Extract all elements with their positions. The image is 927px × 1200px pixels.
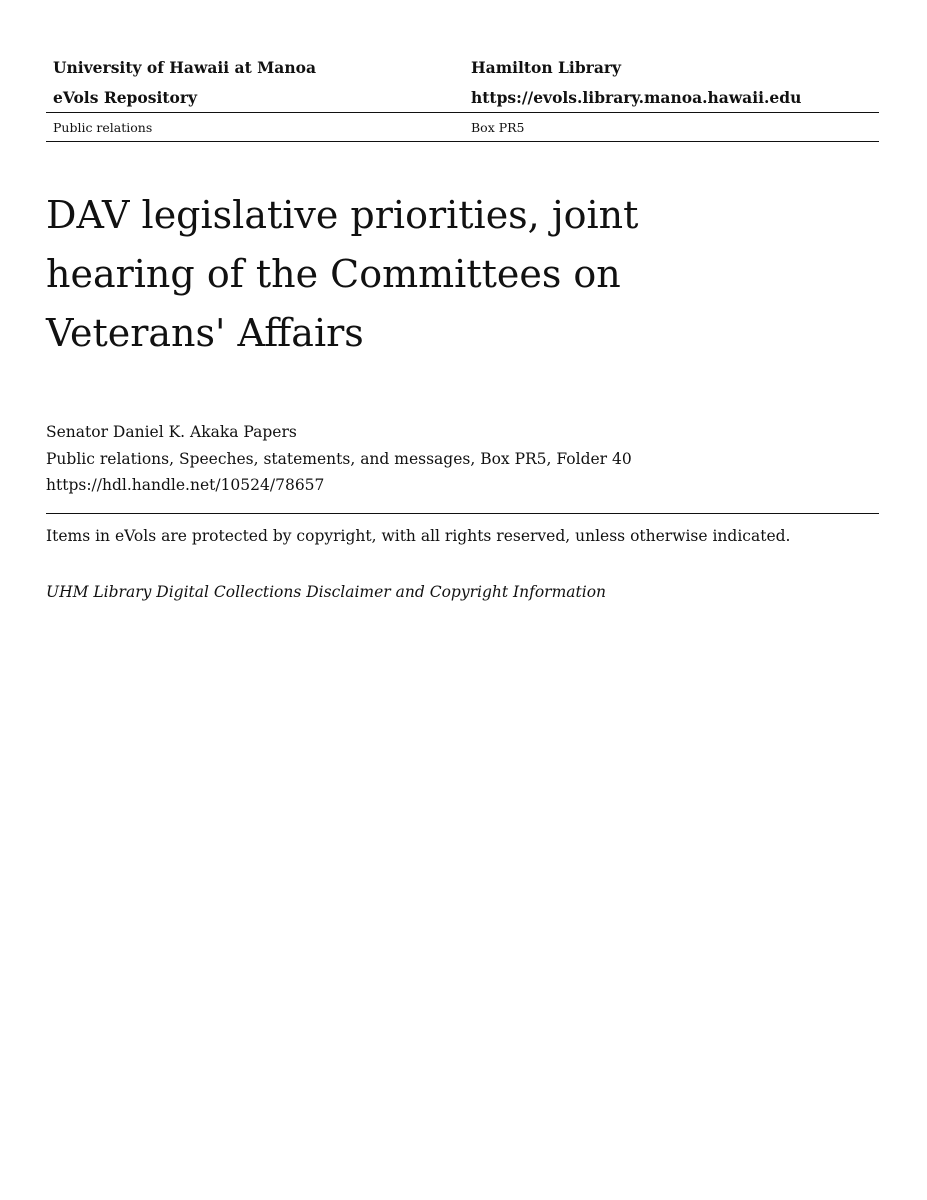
copyright-notice: Items in eVols are protected by copyright, with all rights reserved, unless otherwise indicated.	[46, 527, 791, 545]
repository-name: eVols Repository	[53, 87, 198, 107]
section-divider	[46, 513, 879, 514]
title-line: DAV legislative priorities, joint	[46, 193, 639, 237]
header-row-1	[46, 52, 879, 82]
disclaimer-link[interactable]: UHM Library Digital Collections Disclaimer and Copyright Information	[46, 583, 607, 601]
repository-url-link[interactable]: https://evols.library.manoa.hawaii.edu	[471, 87, 802, 107]
library-name: Hamilton Library	[471, 57, 622, 77]
collection-name: Senator Daniel K. Akaka Papers	[46, 423, 297, 441]
title-line: Veterans' Affairs	[46, 311, 364, 355]
document-title	[46, 186, 686, 363]
series-label: Public relations	[53, 119, 153, 135]
box-label: Box PR5	[471, 119, 525, 135]
title-line: hearing of the Committees on	[46, 252, 621, 296]
document-metadata	[46, 419, 632, 499]
folder-location: Public relations, Speeches, statements, and messages, Box PR5, Folder 40	[46, 449, 632, 468]
header-rule-bottom	[46, 141, 879, 142]
handle-link[interactable]: https://hdl.handle.net/10524/78657	[46, 476, 325, 494]
header-row-3	[46, 113, 879, 141]
header-row-2	[46, 82, 879, 112]
header-table	[46, 52, 879, 142]
institution-name: University of Hawaii at Manoa	[53, 57, 316, 77]
